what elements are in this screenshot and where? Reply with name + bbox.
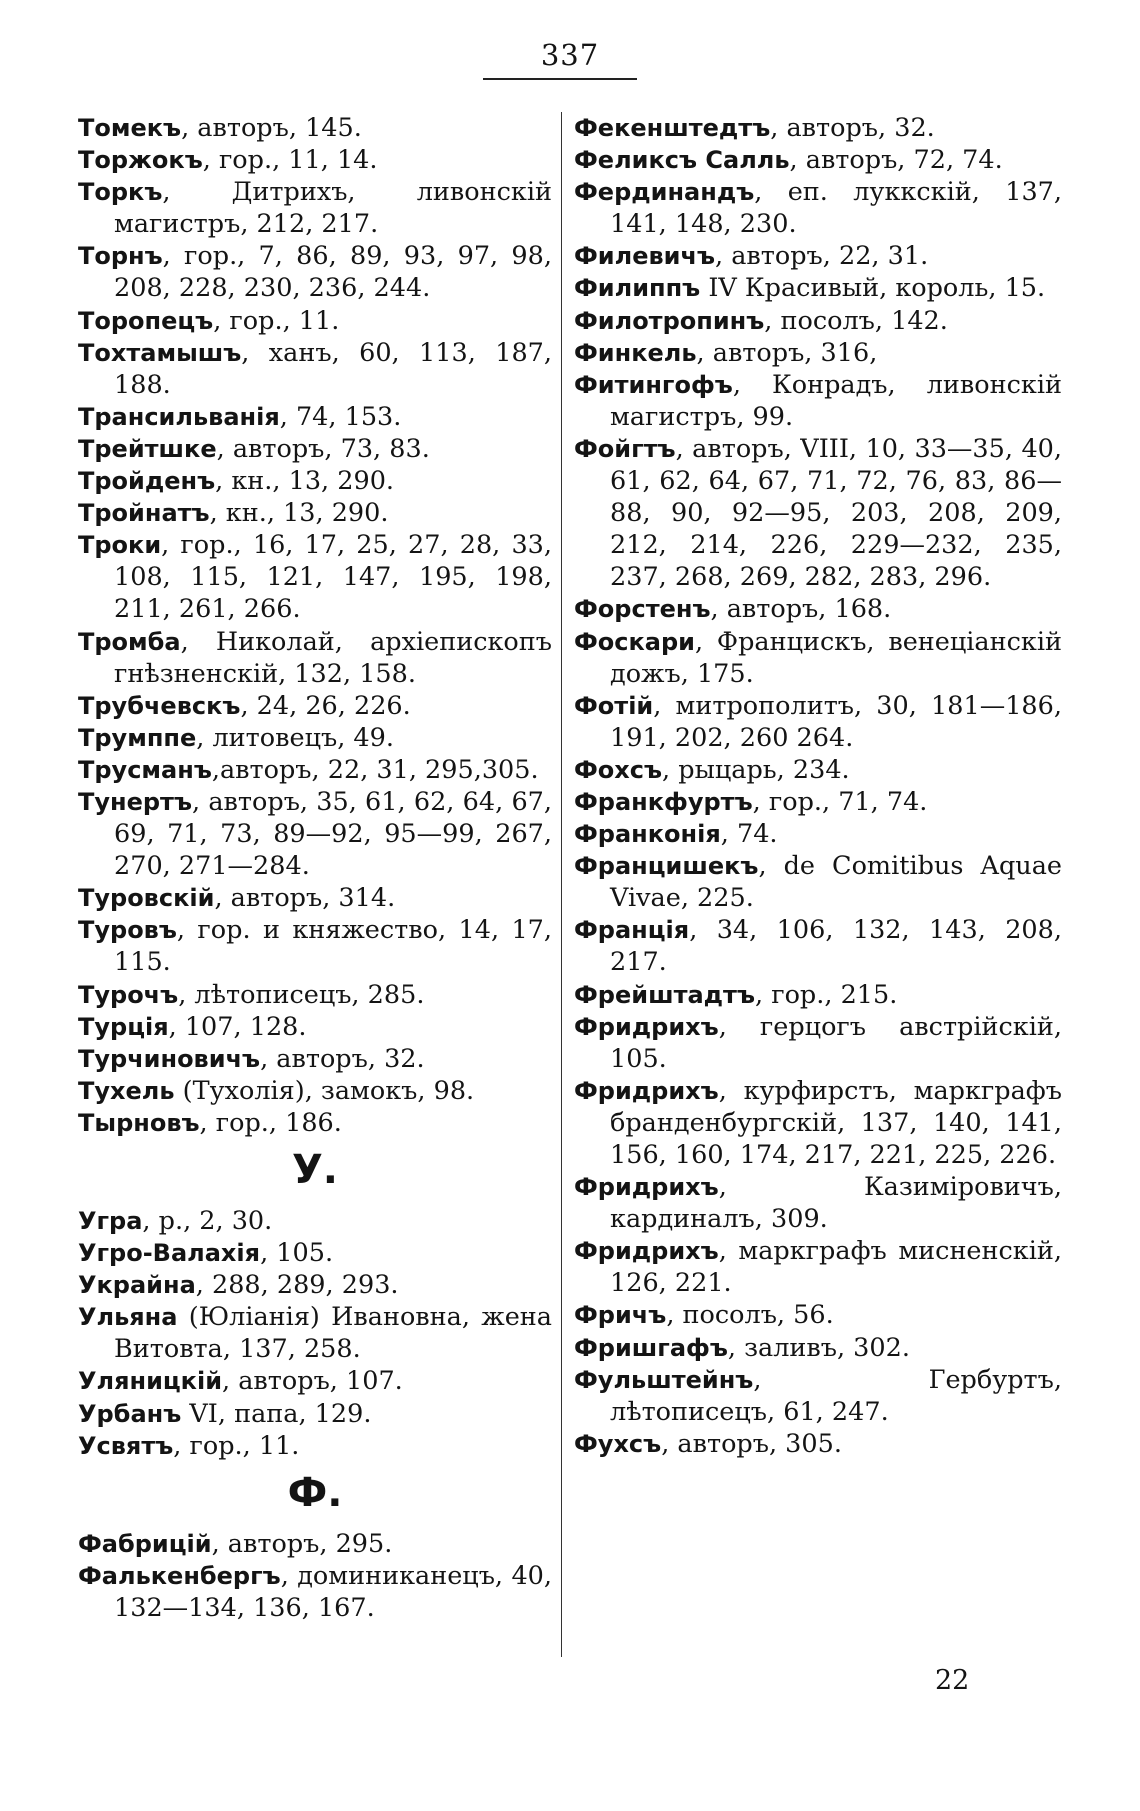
index-entry [78,1528,552,1560]
entry-headword: Фришгафъ [574,1333,728,1362]
entry-references: , авторъ, 73, 83. [216,433,430,464]
entry-references: , литовецъ, 49. [196,722,394,753]
entry-headword: Урбанъ [78,1399,182,1428]
entry-references: , митрополитъ, 30, 181—186, 191, 202, 260 264. [610,690,1062,753]
entry-references: , авторъ, 295. [211,1528,393,1559]
entry-references: , авторъ, 314. [214,883,396,914]
index-entry [574,1011,1062,1075]
index-entry [574,240,1062,272]
index-entry [78,1011,552,1043]
entry-headword: Фоскари [574,627,695,656]
entry-references: , р., 2, 30. [142,1206,273,1236]
entry-headword: Тырновъ [78,1108,200,1137]
entry-headword: Форстенъ [574,595,711,624]
entry-references: , гор., 11. [173,1430,300,1461]
entry-references: , авторъ, 32. [260,1043,425,1074]
entry-headword: Турочъ [78,980,179,1009]
entry-headword: Туровскій [78,884,215,913]
index-column-right [574,112,1062,1460]
index-entry [574,690,1062,754]
entry-references: , заливъ, 302. [727,1332,910,1363]
column-divider [561,112,562,1657]
entry-headword: Угра [78,1207,143,1235]
index-entry [78,144,552,176]
index-entry [78,1430,552,1462]
entry-references: , Николай, архіепископъ гнѣзненскій, 132, 158. [114,626,552,689]
entry-headword: Фридрихъ [574,1237,719,1266]
entry-headword: Турчиновичъ [78,1044,261,1073]
entry-references: , Конрадъ, ливонскій магистръ, 99. [610,369,1062,432]
index-entry [78,529,552,625]
entry-references: , 288, 289, 293. [195,1270,399,1301]
entry-headword: Фохсъ [574,755,663,784]
entry-references: , посолъ, 142. [764,305,948,336]
entry-references: , 107, 128. [168,1011,307,1042]
entry-headword: Фридрихъ [574,1012,719,1041]
entry-references: , гор., 11. [213,305,340,336]
entry-headword: Филиппъ [574,274,701,303]
index-entry [574,1332,1062,1364]
entry-headword: Фотій [574,691,654,720]
entry-headword: Финкель [574,338,697,367]
entry-references: , Казиміровичъ, кардиналъ, 309. [610,1172,1062,1235]
index-entry [78,1043,552,1075]
index-entry [574,144,1062,176]
entry-references: VI, папа, 129. [181,1398,372,1429]
entry-headword: Филевичъ [574,242,715,271]
entry-references: , гор., 7, 86, 89, 93, 97, 98, 208, 228, 230, 236, 244. [114,241,552,304]
index-entry [574,433,1062,593]
index-entry [78,1398,552,1430]
index-entry [78,626,552,690]
index-entry [78,112,552,144]
index-entry [78,465,552,497]
entry-headword: Трубчевскъ [78,691,241,720]
index-entry [78,176,552,240]
entry-references: , Дитрихъ, ливонскій магистръ, 212, 217. [114,177,552,240]
entry-references: IV Красивый, король, 15. [700,273,1046,304]
entry-headword: Трусманъ [78,755,212,784]
entry-headword: Ульяна [78,1303,178,1332]
index-entry [574,1299,1062,1331]
index-entry [574,112,1062,144]
index-entry [574,176,1062,240]
entry-references: , 105. [260,1238,334,1269]
entry-references: , кн., 13, 290. [215,466,395,497]
entry-headword: Фекенштедтъ [574,114,771,142]
index-entry [78,1301,552,1365]
entry-headword: Трумппе [78,723,197,752]
entry-references: , авторъ, 145. [181,113,362,143]
entry-headword: Тройнатъ [78,499,210,528]
index-entry [78,722,552,754]
entry-headword: Тройденъ [78,467,216,496]
entry-references: (Юліанія) Ивановна, жена Витовта, 137, 258. [114,1302,552,1365]
page-number: 337 [540,38,600,72]
index-entry [78,497,552,529]
index-entry [78,1237,552,1269]
index-entry [78,1269,552,1301]
index-entry [78,1107,552,1139]
index-entry [574,1171,1062,1235]
section-letter: У. [291,1147,339,1193]
entry-references: , гор., 186. [199,1107,342,1138]
entry-references: , Гербуртъ, лѣтописецъ, 61, 247. [610,1364,1062,1427]
entry-references: , гор., 71, 74. [752,786,928,817]
entry-headword: Фухсъ [574,1429,662,1458]
entry-headword: Угро-Валахія [78,1239,261,1268]
entry-headword: Торнъ [78,242,163,271]
entry-references: , авторъ, 72, 74. [789,145,1003,176]
index-entry [574,1364,1062,1428]
entry-references: , лѣтописецъ, 285. [178,979,425,1010]
index-column-left [78,112,552,1624]
index-entry [574,369,1062,433]
entry-references: , ханъ, 60, 113, 187, 188. [114,337,552,400]
entry-headword: Франкфуртъ [574,787,753,816]
index-entry [574,1428,1062,1460]
entry-headword: Торжокъ [78,146,203,175]
index-entry [78,337,552,401]
index-entry [78,305,552,337]
index-entry [78,914,552,978]
index-entry [78,1075,552,1107]
entry-references: , авторъ, 107. [222,1366,403,1397]
entry-headword: Фридрихъ [574,1076,719,1105]
index-entry [78,754,552,786]
entry-references: , гор. и княжество, 14, 17, 115. [114,915,552,978]
entry-headword: Фричъ [574,1301,667,1330]
entry-references: , авторъ, 168. [710,594,892,625]
signature-mark: 22 [935,1665,970,1696]
entry-headword: Феликсъ Салль [574,146,790,175]
index-entry [574,272,1062,304]
entry-references: , авторъ, VIII, 10, 33—35, 40, 61, 62, 64, 67, 71, 72, 76, 83, 86—88, 90, 92—95, 203, 208, 209, 212, 214, 226, 229—232, 235, 237, 268, 269, 282, 283, 296. [610,433,1062,593]
entry-headword: Трейтшке [78,434,217,463]
index-entry [78,1205,552,1237]
index-entry [78,690,552,722]
entry-references: , маркграфъ мисненскій, 126, 221. [610,1236,1062,1299]
entry-references: (Тухолія), замокъ, 98. [174,1075,475,1106]
entry-references: , гор., 16, 17, 25, 27, 28, 33, 108, 115, 121, 147, 195, 198, 211, 261, 266. [114,530,552,625]
entry-headword: Тунертъ [78,787,192,816]
entry-references: , авторъ, 316, [696,337,878,368]
entry-references: ,авторъ, 22, 31, 295,305. [211,754,539,785]
entry-references: , герцогъ австрійскій, 105. [610,1011,1062,1074]
entry-references: , курфирстъ, маркграфъ бранденбургскій, 137, 140, 141, 156, 160, 174, 217, 221, 225, 226. [610,1075,1062,1170]
index-entry [78,786,552,882]
entry-headword: Томекъ [78,114,182,142]
entry-headword: Францишекъ [574,852,759,881]
index-entry [78,240,552,304]
index-entry [574,754,1062,786]
entry-references: , гор., 215. [755,979,898,1010]
entry-references: , авторъ, 22, 31. [715,241,929,272]
index-entry [574,850,1062,914]
entry-headword: Турція [78,1012,169,1041]
entry-headword: Усвятъ [78,1431,174,1460]
index-entry [78,401,552,433]
entry-references: , рыцарь, 234. [662,754,850,785]
section-letter: Ф. [287,1469,343,1516]
entry-headword: Фойгтъ [574,434,676,463]
entry-references: , 24, 26, 226. [240,690,411,721]
entry-headword: Фрейштадтъ [574,980,755,1009]
entry-headword: Фридрихъ [574,1173,719,1202]
entry-references: , 74. [720,819,778,850]
index-entry [574,337,1062,369]
index-entry [574,593,1062,625]
index-entry [78,979,552,1011]
entry-references: , 74, 153. [279,401,402,432]
entry-headword: Фабрицій [78,1529,212,1558]
entry-headword: Фердинандъ [574,178,755,207]
entry-headword: Тохтамышъ [78,338,242,367]
index-entry [78,882,552,914]
entry-headword: Филотропинъ [574,306,765,335]
index-entry [574,786,1062,818]
entry-headword: Уляницкій [78,1367,223,1396]
index-entry [574,626,1062,690]
entry-headword: Тухель [78,1076,175,1105]
entry-references: , Францискъ, венеціанскій дожъ, 175. [610,626,1062,689]
entry-headword: Франція [574,916,690,945]
header-rule [483,78,637,80]
entry-references: , еп. луккскій, 137, 141, 148, 230. [610,177,1062,240]
entry-references: , авторъ, 305. [661,1428,842,1459]
entry-headword: Торопецъ [78,306,214,335]
index-entry [574,979,1062,1011]
index-entry [574,1075,1062,1171]
entry-references: , авторъ, 35, 61, 62, 64, 67, 69, 71, 73, 89—92, 95—99, 267, 270, 271—284. [114,786,552,882]
entry-headword: Трансильванія [78,402,280,431]
entry-headword: Фульштейнъ [574,1365,754,1394]
entry-headword: Троки [78,531,162,560]
entry-references: , доминиканецъ, 40, 132—134, 136, 167. [114,1560,552,1623]
entry-references: , de Comitibus Aquae Vivae, 225. [610,851,1062,914]
entry-headword: Фитингофъ [574,370,733,399]
entry-references: , 34, 106, 132, 143, 208, 217. [610,915,1062,978]
index-entry [78,1365,552,1397]
entry-headword: Украйна [78,1271,196,1300]
entry-headword: Тромба [78,627,181,656]
entry-references: , авторъ, 32. [770,113,935,143]
index-entry [574,305,1062,337]
entry-headword: Торкъ [78,178,163,207]
index-entry [78,1560,552,1624]
index-entry [574,818,1062,850]
entry-headword: Франконія [574,820,721,849]
entry-headword: Фалькенбергъ [78,1561,281,1590]
index-entry [574,1235,1062,1299]
entry-references: , гор., 11, 14. [202,145,378,176]
entry-references: , кн., 13, 290. [209,498,389,529]
index-entry [574,914,1062,978]
index-entry [78,433,552,465]
entry-headword: Туровъ [78,916,177,945]
entry-references: , посолъ, 56. [666,1300,834,1331]
